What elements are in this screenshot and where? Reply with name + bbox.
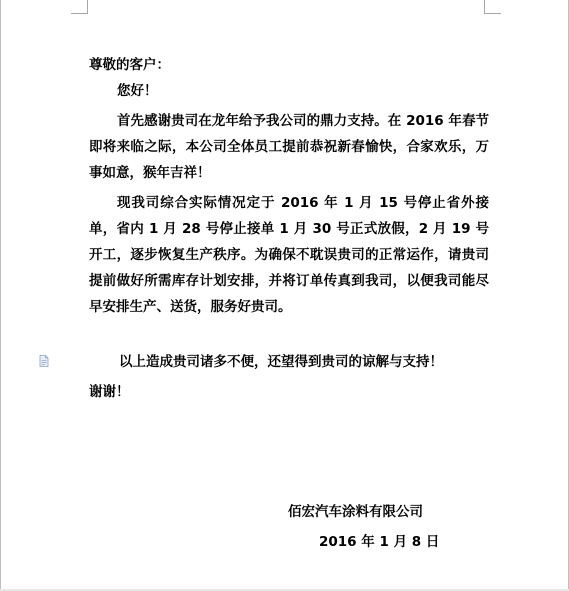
document-paragraph-icon xyxy=(39,355,49,367)
letter-body[interactable] xyxy=(89,52,489,320)
closing-thanks: 谢谢！ xyxy=(89,384,130,400)
crop-mark-top-left-vertical xyxy=(87,0,88,14)
paragraph-thanks: 首先感谢贵司在龙年给予我公司的鼎力支持。在 2016 年春节即将来临之际，本公司全体员工提前恭祝新春愉快，合家欢乐，万事如意，猴年吉祥！ xyxy=(89,113,489,181)
salutation: 尊敬的客户： xyxy=(89,57,170,73)
greeting: 您好！ xyxy=(117,83,158,99)
crop-mark-top-left-horizontal xyxy=(71,13,88,14)
signature-date: 2016 年 1 月 8 日 xyxy=(319,534,440,550)
crop-mark-top-right-horizontal xyxy=(484,13,501,14)
signature-company: 佰宏汽车涂料有限公司 xyxy=(288,504,423,520)
crop-mark-top-right-vertical xyxy=(484,0,485,14)
paragraph-holiday-schedule: 现我司综合实际情况定于 2016 年 1 月 15 号停止省外接单，省内 1 月 28 号停止接单 1 月 30 号正式放假，2 月 19 号开工，逐步恢复生产秩序。为确保不耽误贵司的正常运作，请贵司提前做好所需库存计划安排，并将订单传真到我司，以便我司能尽早安排生产、送货，服务好贵司。 xyxy=(89,195,489,315)
paragraph-apology: 以上造成贵司诸多不便，还望得到贵司的谅解与支持！ xyxy=(119,354,443,370)
